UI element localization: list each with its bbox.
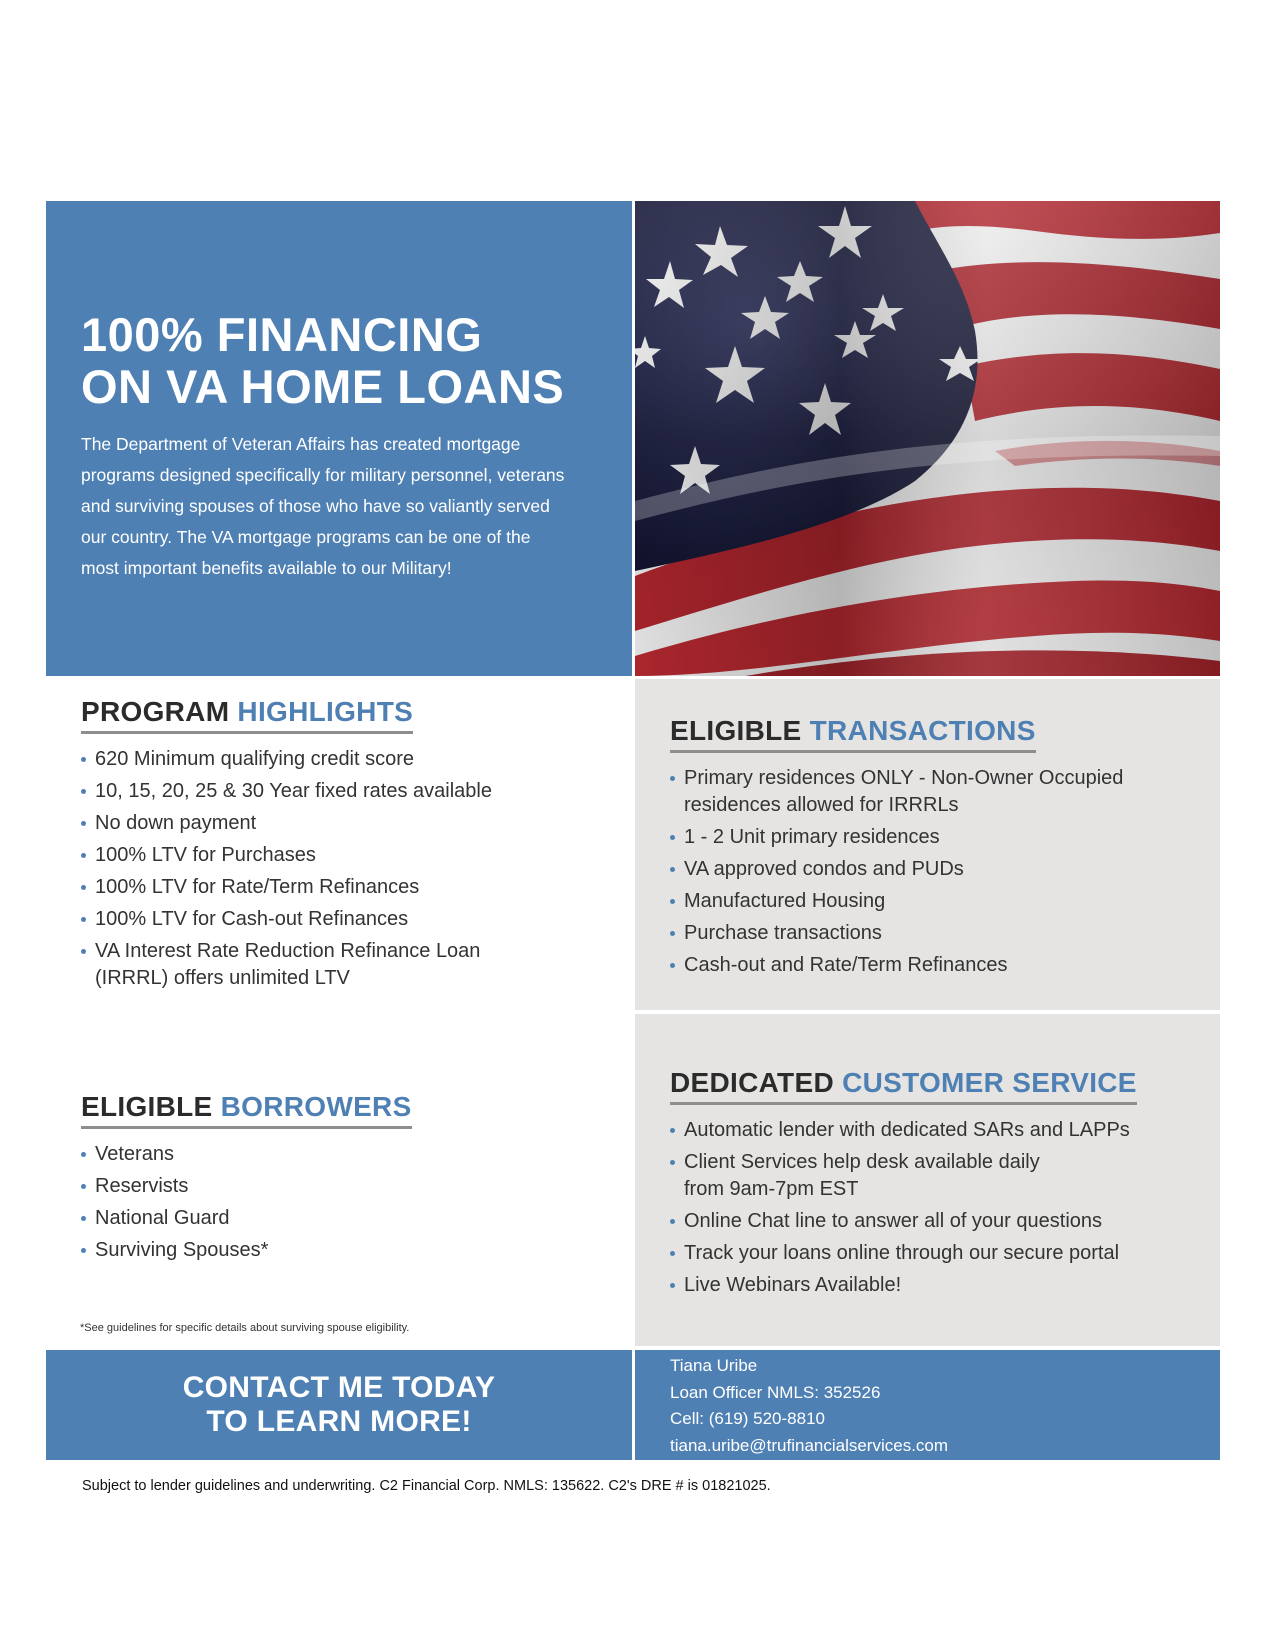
contact-phone[interactable]: Cell: (619) 520-8810 bbox=[670, 1409, 825, 1428]
list-item: 1 - 2 Unit primary residences bbox=[669, 824, 1199, 851]
list-item: 100% LTV for Rate/Term Refinances bbox=[80, 874, 600, 901]
list-item bbox=[669, 1149, 1209, 1203]
heading-word-accent: CUSTOMER SERVICE bbox=[842, 1067, 1137, 1098]
hero-title bbox=[81, 309, 564, 413]
list-item: 620 Minimum qualifying credit score bbox=[80, 746, 600, 773]
list-item: Online Chat line to answer all of your questions bbox=[669, 1208, 1209, 1235]
program-highlights-list bbox=[80, 746, 600, 997]
customer-service-heading bbox=[670, 1066, 1137, 1105]
american-flag-image bbox=[635, 201, 1220, 676]
hero-description bbox=[81, 429, 601, 584]
list-item: Cash-out and Rate/Term Refinances bbox=[669, 952, 1199, 979]
list-item: No down payment bbox=[80, 810, 600, 837]
list-item-line: (IRRRL) offers unlimited LTV bbox=[95, 967, 350, 989]
heading-word: ELIGIBLE bbox=[670, 715, 802, 746]
list-item-line: Primary residences ONLY - Non-Owner Occupied bbox=[684, 767, 1124, 789]
eligible-transactions-list bbox=[669, 765, 1199, 984]
eligible-transactions-heading bbox=[670, 714, 1036, 753]
list-item bbox=[80, 938, 600, 992]
list-item: National Guard bbox=[80, 1205, 480, 1232]
list-item: 100% LTV for Purchases bbox=[80, 842, 600, 869]
heading-word-accent: HIGHLIGHTS bbox=[237, 696, 414, 727]
legal-disclaimer: Subject to lender guidelines and underwriting. C2 Financial Corp. NMLS: 135622. C2's DRE # is 01821025. bbox=[82, 1478, 771, 1494]
eligible-transactions-panel bbox=[635, 679, 1220, 1010]
hero-title-line1: 100% FINANCING bbox=[81, 308, 483, 361]
list-item bbox=[669, 765, 1199, 819]
contact-email[interactable]: tiana.uribe@trufinancialservices.com bbox=[670, 1435, 949, 1455]
eligible-borrowers-list bbox=[80, 1141, 480, 1269]
heading-word-accent: TRANSACTIONS bbox=[809, 715, 1036, 746]
contact-title: Loan Officer NMLS: 352526 bbox=[670, 1382, 881, 1402]
list-item: Reservists bbox=[80, 1173, 480, 1200]
hero-title-line2: ON VA HOME LOANS bbox=[81, 360, 565, 413]
contact-info-panel bbox=[635, 1350, 1220, 1460]
list-item: Purchase transactions bbox=[669, 920, 1199, 947]
customer-service-panel bbox=[635, 1014, 1220, 1346]
eligible-borrowers-heading bbox=[81, 1090, 412, 1129]
list-item-line: VA Interest Rate Reduction Refinance Loan bbox=[95, 940, 481, 962]
list-item: Veterans bbox=[80, 1141, 480, 1168]
borrower-footnote: *See guidelines for specific details about surviving spouse eligibility. bbox=[80, 1322, 410, 1334]
heading-word-accent: BORROWERS bbox=[220, 1091, 412, 1122]
list-item: 10, 15, 20, 25 & 30 Year fixed rates available bbox=[80, 778, 600, 805]
list-item: 100% LTV for Cash-out Refinances bbox=[80, 906, 600, 933]
contact-cta-panel bbox=[46, 1350, 632, 1460]
list-item: Live Webinars Available! bbox=[669, 1272, 1209, 1299]
list-item: Automatic lender with dedicated SARs and LAPPs bbox=[669, 1117, 1209, 1144]
cta-line: TO LEARN MORE! bbox=[206, 1405, 472, 1438]
list-item-line: residences allowed for IRRRLs bbox=[684, 794, 959, 816]
list-item: VA approved condos and PUDs bbox=[669, 856, 1199, 883]
heading-word: PROGRAM bbox=[81, 696, 230, 727]
hero-line: The Department of Veteran Affairs has created mortgage bbox=[81, 434, 521, 454]
hero-panel bbox=[46, 201, 632, 676]
list-item-line: Client Services help desk available daily bbox=[684, 1151, 1040, 1173]
hero-line: and surviving spouses of those who have so valiantly served bbox=[81, 496, 550, 516]
list-item: Surviving Spouses* bbox=[80, 1237, 480, 1264]
cta-line: CONTACT ME TODAY bbox=[182, 1371, 496, 1404]
list-item: Manufactured Housing bbox=[669, 888, 1199, 915]
hero-line: most important benefits available to our Military! bbox=[81, 558, 452, 578]
hero-line: our country. The VA mortgage programs can be one of the bbox=[81, 527, 531, 547]
customer-service-list bbox=[669, 1117, 1209, 1304]
heading-word: DEDICATED bbox=[670, 1067, 834, 1098]
hero-line: programs designed specifically for military personnel, veterans bbox=[81, 465, 565, 485]
contact-name: Tiana Uribe bbox=[670, 1356, 758, 1375]
contact-cta bbox=[46, 1371, 632, 1439]
program-highlights-heading bbox=[81, 695, 413, 734]
list-item: Track your loans online through our secure portal bbox=[669, 1240, 1209, 1267]
heading-word: ELIGIBLE bbox=[81, 1091, 213, 1122]
list-item-line: from 9am-7pm EST bbox=[684, 1178, 859, 1200]
contact-info bbox=[670, 1353, 948, 1459]
